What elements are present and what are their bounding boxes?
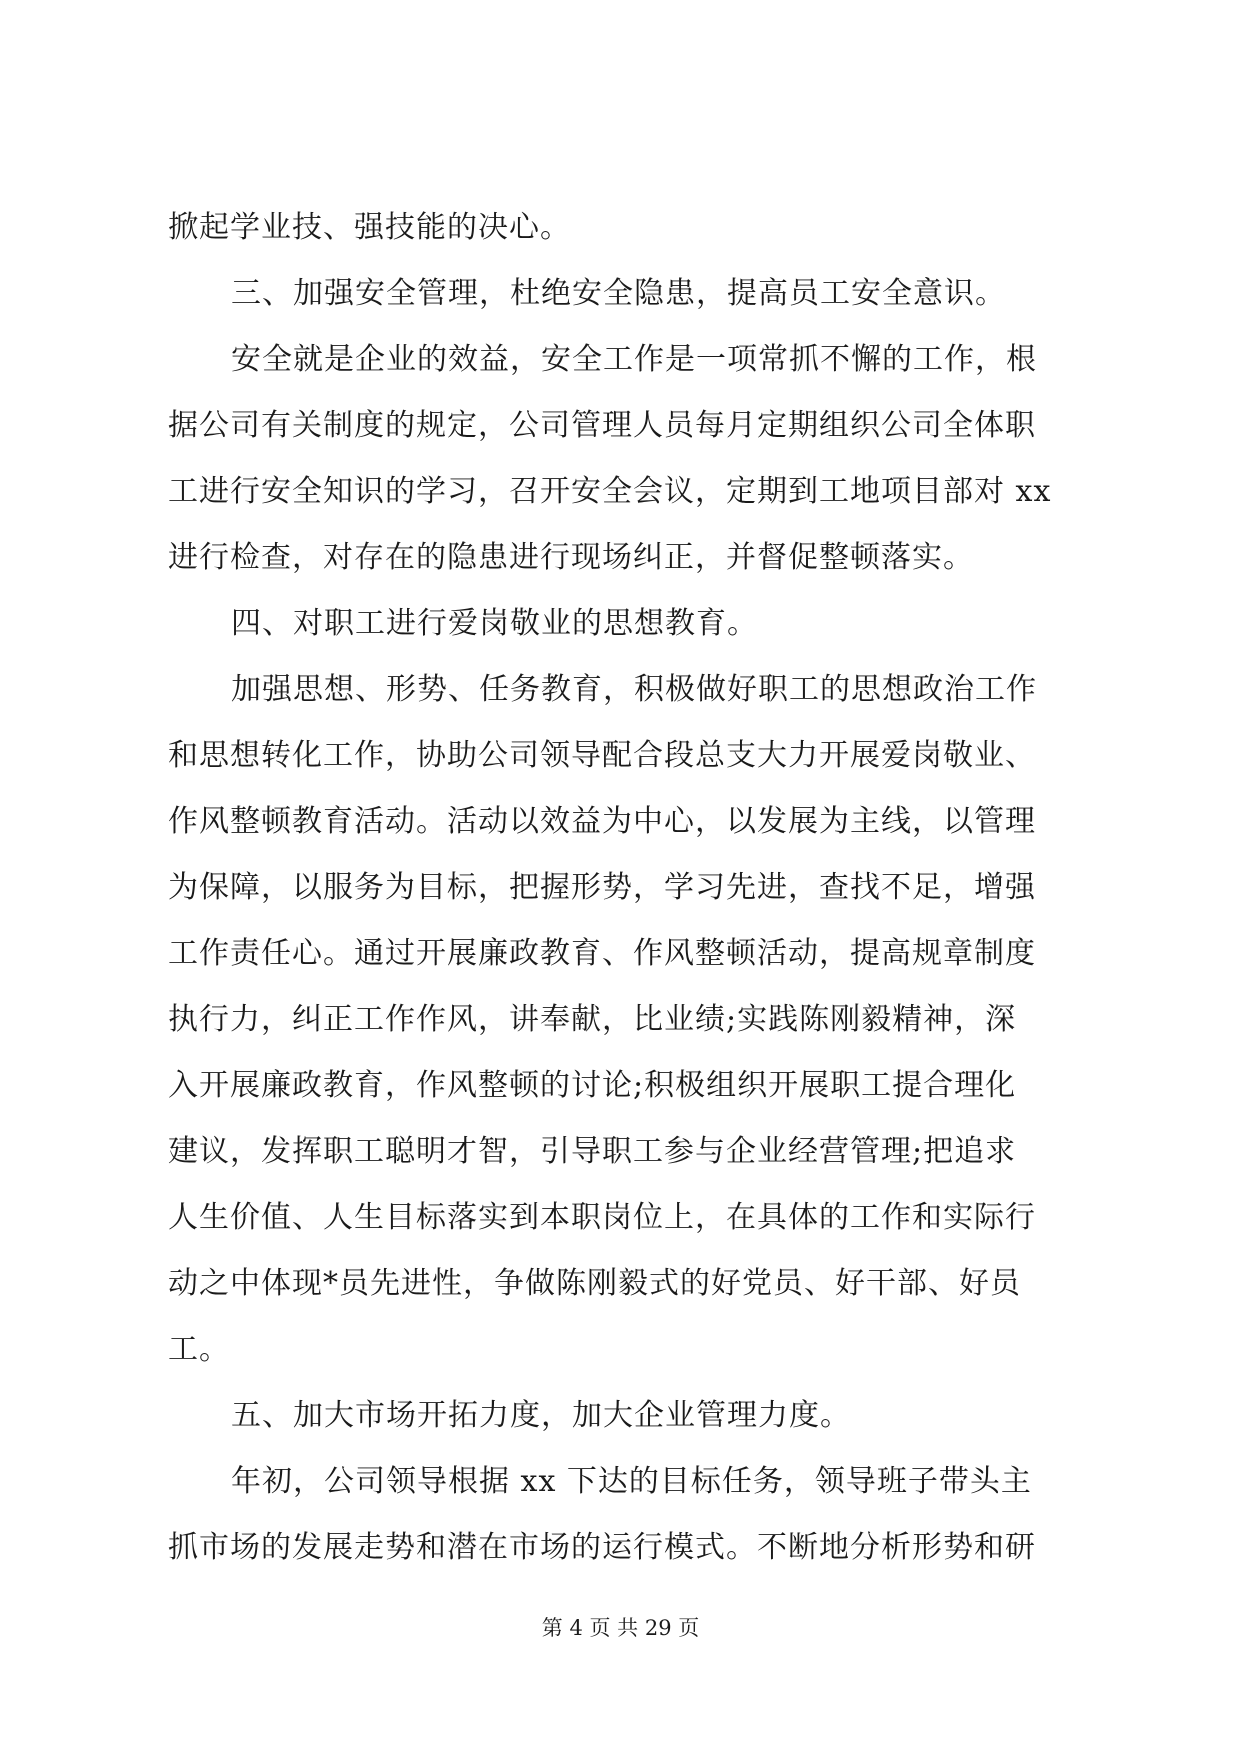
- text-line: 动之中体现*员先进性，争做陈刚毅式的好党员、好干部、好员: [168, 1266, 1021, 1301]
- text-line: 执行力，纠正工作作风，讲奉献，比业绩;实践陈刚毅精神，深: [168, 1002, 1017, 1037]
- text-line: 为保障，以服务为目标，把握形势，学习先进，查找不足，增强: [168, 870, 1036, 905]
- section-heading: 五、加大市场开拓力度，加大企业管理力度。: [231, 1398, 851, 1433]
- page-number-footer: 第 4 页 共 29 页: [541, 1616, 700, 1640]
- text-line: 据公司有关制度的规定，公司管理人员每月定期组织公司全体职: [168, 408, 1036, 443]
- section-heading: 四、对职工进行爱岗敬业的思想教育。: [231, 606, 758, 641]
- text-line: 工作责任心。通过开展廉政教育、作风整顿活动，提高规章制度: [168, 936, 1036, 971]
- text-line: 抓市场的发展走势和潜在市场的运行模式。不断地分析形势和研: [168, 1530, 1036, 1565]
- text-line: 作风整顿教育活动。活动以效益为中心，以发展为主线，以管理: [168, 804, 1036, 839]
- text-line: 入开展廉政教育，作风整顿的讨论;积极组织开展职工提合理化: [168, 1068, 1017, 1103]
- text-line: 进行检查，对存在的隐患进行现场纠正，并督促整顿落实。: [168, 540, 974, 575]
- text-line: 加强思想、形势、任务教育，积极做好职工的思想政治工作: [231, 672, 1037, 707]
- text-line: 年初，公司领导根据 xx 下达的目标任务，领导班子带头主: [231, 1464, 1032, 1499]
- section-heading: 三、加强安全管理，杜绝安全隐患，提高员工安全意识。: [231, 276, 1006, 311]
- text-line: 工进行安全知识的学习，召开安全会议，定期到工地项目部对 xx: [168, 474, 1052, 509]
- text-line: 人生价值、人生目标落实到本职岗位上，在具体的工作和实际行: [168, 1200, 1036, 1235]
- text-line: 安全就是企业的效益，安全工作是一项常抓不懈的工作，根: [231, 342, 1037, 377]
- text-line: 建议，发挥职工聪明才智，引导职工参与企业经营管理;把追求: [168, 1134, 1017, 1169]
- text-line: 和思想转化工作，协助公司领导配合段总支大力开展爱岗敬业、: [168, 738, 1036, 773]
- text-line: 工。: [168, 1332, 230, 1367]
- text-line: 掀起学业技、强技能的决心。: [168, 210, 571, 245]
